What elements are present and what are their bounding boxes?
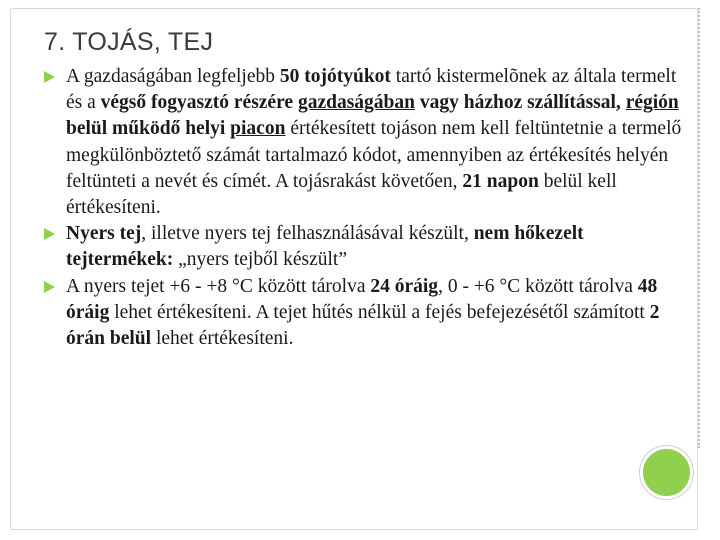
bullet-item <box>44 64 684 221</box>
bullet-text-segment: 50 tojótyúkot <box>279 66 391 87</box>
bullet-text-segment: értékesített tojáson nem kell feltüntetnie a termelő megkülönböztető számát tartalmazó kódot, amennyiben az értékesítés helyén feltünteti a nevét és címét. A tojásrakást követően, <box>66 118 682 192</box>
bullet-text-segment: A gazdaságában legfeljebb <box>66 66 280 87</box>
bullet-text-segment: gazdaságában <box>297 92 415 114</box>
bullet-text-segment: Nyers tej <box>66 223 142 245</box>
triangle-right-icon <box>44 281 56 293</box>
bullet-text-segment: lehet értékesíteni. <box>151 328 294 350</box>
bullet-text-segment: belül kell értékesíteni. <box>66 170 617 219</box>
bullet-item <box>44 221 684 273</box>
slide-title: 7. TOJÁS, TEJ <box>44 28 214 56</box>
triangle-right-icon <box>44 228 56 240</box>
bullet-text-segment: lehet értékesíteni. A tejet hűtés nélkül a fejés befejezésétől számított <box>109 301 650 323</box>
bullet-text-segment: végső fogyasztó részére <box>100 92 294 114</box>
bullet-text-segment: 24 óráig <box>370 275 439 297</box>
right-dotted-divider <box>698 8 701 448</box>
bullet-text-segment: 48 óráig <box>66 275 658 323</box>
bullet-text-segment: , illetve nyers tej felhasználásával készült, <box>141 223 474 245</box>
bullet-text-segment: piacon <box>230 118 286 140</box>
decorative-circle <box>640 446 693 499</box>
bullet-text-segment: „nyers tejből készült” <box>173 249 348 271</box>
bullet-text-segment: belül működő helyi <box>66 118 231 140</box>
bullet-text-segment: régión <box>625 92 679 114</box>
bullet-text-segment: 2 órán belül <box>66 301 660 350</box>
bullet-text-segment: 21 napon <box>462 170 539 192</box>
triangle-right-icon <box>44 71 56 83</box>
bullet-text-segment: A nyers tejet +6 - +8 °C között tárolva <box>66 275 371 297</box>
bullet-list <box>44 64 684 352</box>
bullet-text-segment: tartó kistermelõnek az általa termelt és a <box>66 66 677 114</box>
bullet-text-segment: vagy házhoz szállítással, <box>419 92 621 114</box>
bullet-text-segment: nem hőkezelt tejtermékek: <box>66 223 584 271</box>
bullet-item <box>44 274 684 353</box>
bullet-text-segment: , 0 - +6 °C között tárolva <box>438 275 638 297</box>
